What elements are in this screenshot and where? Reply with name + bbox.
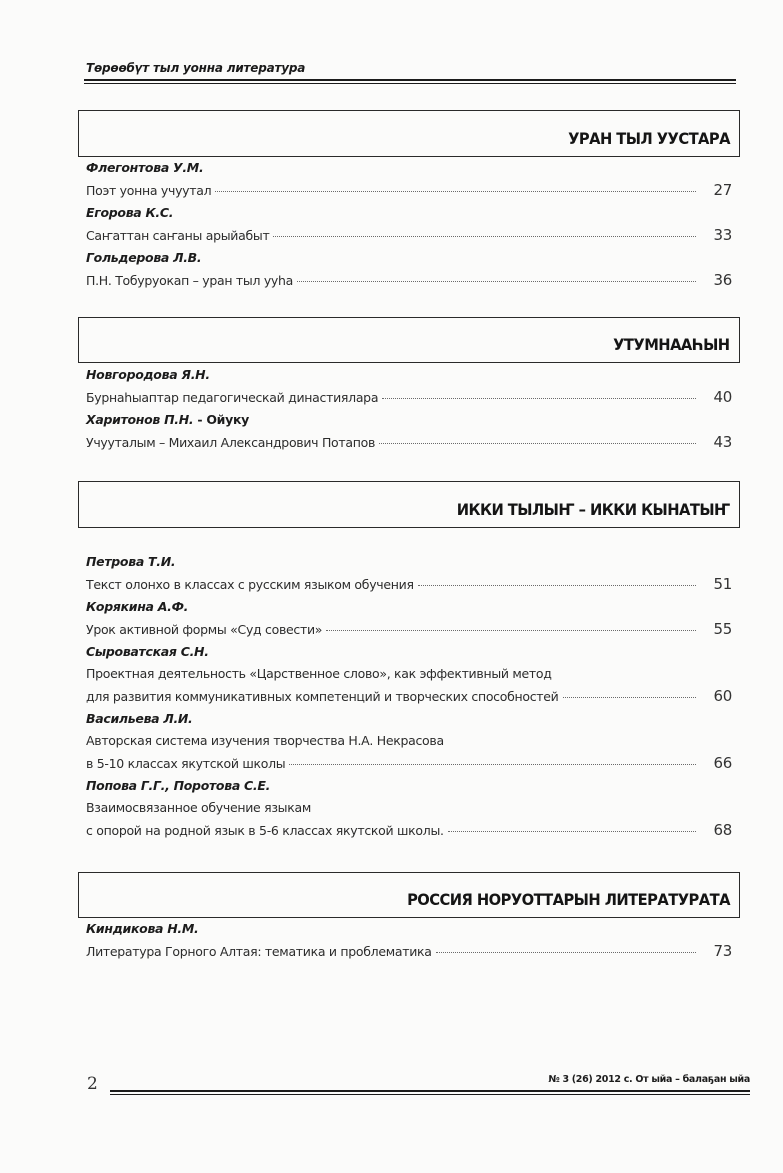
entry-author <box>86 551 732 573</box>
entry-author <box>86 918 732 940</box>
toc-entry-link[interactable] <box>86 179 732 202</box>
section-title: УРАН ТЫЛ УУСТАРА <box>568 129 730 148</box>
entry-page-number: 68 <box>713 821 732 839</box>
toc-entry-link[interactable] <box>86 573 732 596</box>
section-header-box <box>78 110 740 157</box>
author-name: Попова Г.Г., Поротова С.Е. <box>86 778 271 793</box>
entry-page-number: 36 <box>713 271 732 289</box>
entry-title: Текст олонхо в классах с русским языком обучения <box>86 577 414 592</box>
dot-leader <box>297 281 696 282</box>
author-name: Флегонтова У.М. <box>86 160 204 175</box>
entry-title: Поэт уонна учуутал <box>86 183 212 198</box>
author-name: Гольдерова Л.В. <box>86 250 202 265</box>
entry-author <box>86 247 732 269</box>
dot-leader <box>382 398 696 399</box>
toc-entry-link[interactable] <box>86 386 732 409</box>
author-name: Егорова К.С. <box>86 205 174 220</box>
section-title: РОССИЯ НОРУОТТАРЫН ЛИТЕРАТУРАТА <box>407 890 730 909</box>
entry-author <box>86 708 732 730</box>
entry-title: в 5-10 классах якутской школы <box>86 756 286 771</box>
entry-title: П.Н. Тобуруокап – уран тыл ууһа <box>86 273 293 288</box>
entry-author <box>86 364 732 386</box>
entry-author <box>86 596 732 618</box>
toc-entry-link[interactable] <box>86 269 732 292</box>
entry-author <box>86 775 732 797</box>
dot-leader <box>273 236 696 237</box>
section-header-box <box>78 481 740 528</box>
entry-page-number: 40 <box>713 388 732 406</box>
author-pseudonym: - Ойуку <box>197 412 249 427</box>
dot-leader <box>326 630 696 631</box>
entry-title: Учууталым – Михаил Александрович Потапов <box>86 435 376 450</box>
dot-leader <box>379 443 696 444</box>
dot-leader <box>563 697 697 698</box>
footer-issue-info: № 3 (26) 2012 с. От ыйа – балаҕан ыйа <box>548 1074 750 1085</box>
entry-page-number: 43 <box>713 433 732 451</box>
dot-leader <box>418 585 696 586</box>
toc-entry-link[interactable] <box>86 685 732 708</box>
entry-title: Саҥаттан саҥаны арыйабыт <box>86 228 270 243</box>
entry-page-number: 33 <box>713 226 732 244</box>
header-double-rule <box>84 79 736 84</box>
dot-leader <box>215 191 696 192</box>
section-title: ИККИ ТЫЛЫҤ – ИККИ КЫНАТЫҤ <box>457 500 730 519</box>
entry-title: для развития коммуникативных компетенций и творческих способностей <box>86 689 559 704</box>
running-head-title: Төрөөбүт тыл уонна литература <box>86 61 306 75</box>
section-entries <box>86 551 732 842</box>
toc-entry-link[interactable] <box>86 431 732 454</box>
section-title: УТУМНААҺЫН <box>613 335 730 354</box>
entry-author <box>86 157 732 179</box>
footer-double-rule <box>110 1090 750 1095</box>
entry-page-number: 27 <box>713 181 732 199</box>
toc-entry-link[interactable] <box>86 618 732 641</box>
toc-entry-link[interactable] <box>86 224 732 247</box>
entry-page-number: 66 <box>713 754 732 772</box>
entry-author <box>86 409 732 431</box>
author-name: Киндикова Н.М. <box>86 921 199 936</box>
entry-title: Литература Горного Алтая: тематика и проблематика <box>86 944 432 959</box>
entry-title-line: Взаимосвязанное обучение языкам <box>86 800 311 815</box>
section-entries <box>86 918 732 963</box>
section-header-box <box>78 317 740 363</box>
footer-page-number: 2 <box>87 1074 98 1094</box>
entry-author <box>86 641 732 663</box>
author-name: Корякина А.Ф. <box>86 599 189 614</box>
entry-title: Бурнаһыаптар педагогическай династиялара <box>86 390 379 405</box>
entry-page-number: 73 <box>713 942 732 960</box>
author-name: Харитонов П.Н. <box>86 412 194 427</box>
entry-title: с опорой на родной язык в 5-6 классах якутской школы. <box>86 823 444 838</box>
toc-entry-link[interactable] <box>86 819 732 842</box>
entry-title: Урок активной формы «Суд совести» <box>86 622 323 637</box>
section-header-box <box>78 872 740 918</box>
entry-page-number: 51 <box>713 575 732 593</box>
toc-entry-link[interactable] <box>86 940 732 963</box>
dot-leader <box>289 764 696 765</box>
author-name: Васильева Л.И. <box>86 711 193 726</box>
author-name: Петрова Т.И. <box>86 554 176 569</box>
dot-leader <box>448 831 696 832</box>
entry-title-line: Проектная деятельность «Царственное слово», как эффективный метод <box>86 666 552 681</box>
section-entries <box>86 364 732 454</box>
author-name: Сыроватская С.Н. <box>86 644 209 659</box>
author-name: Новгородова Я.Н. <box>86 367 210 382</box>
toc-entry-link[interactable] <box>86 752 732 775</box>
entry-author <box>86 202 732 224</box>
dot-leader <box>436 952 696 953</box>
entry-page-number: 60 <box>713 687 732 705</box>
entry-title-line: Авторская система изучения творчества Н.А. Некрасова <box>86 733 444 748</box>
section-entries <box>86 157 732 292</box>
entry-page-number: 55 <box>713 620 732 638</box>
